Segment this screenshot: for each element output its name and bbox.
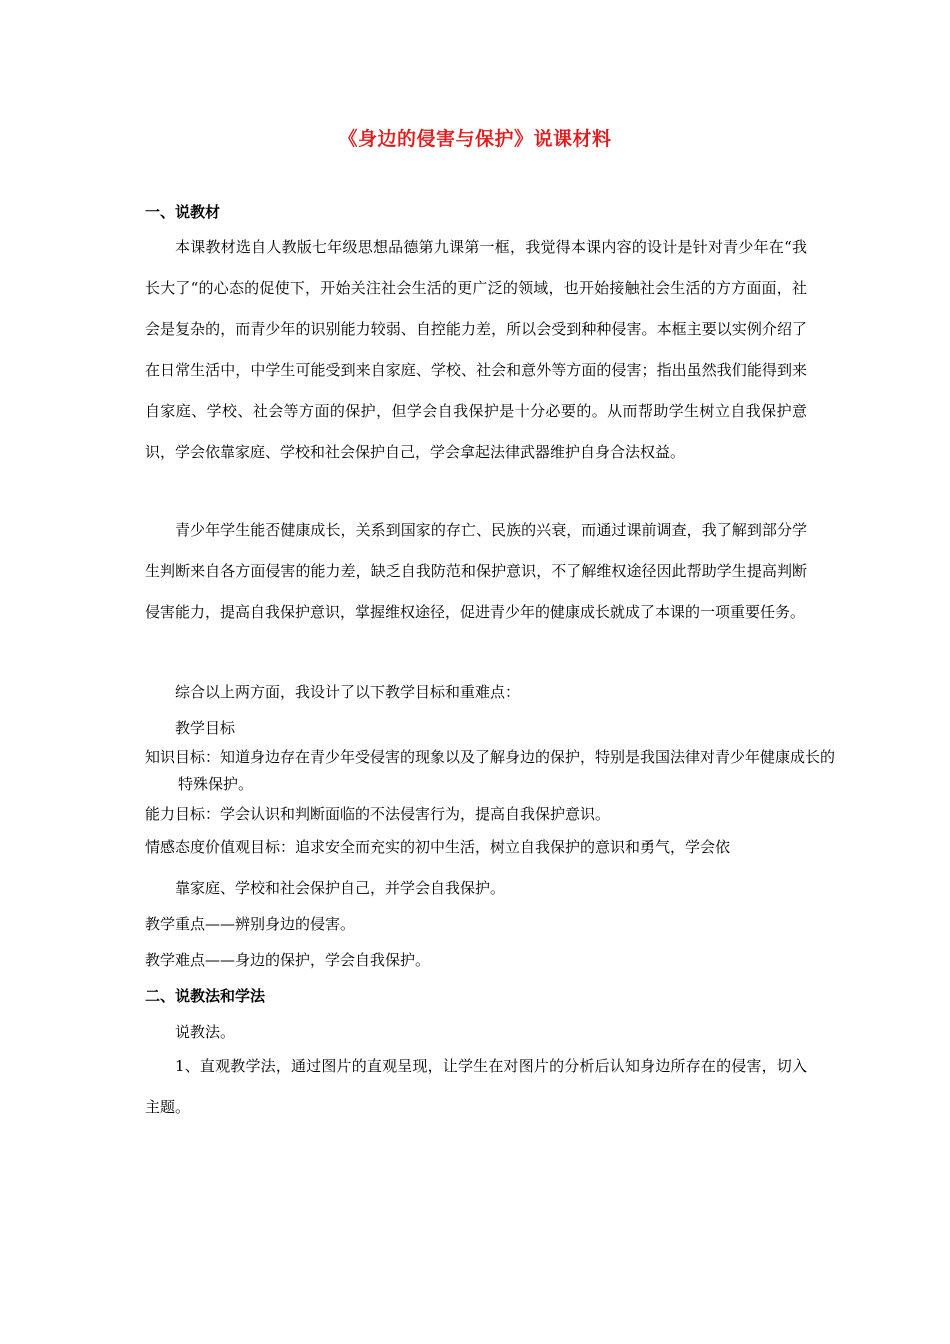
goals-label: 教学目标 <box>175 719 236 737</box>
goal-knowledge: 知识目标：知道身边存在青少年受侵害的现象以及了解身边的保护，特别是我国法律对青少年健康成长的特殊保护。 <box>145 748 836 793</box>
goal-ability: 能力目标：学会认识和判断面临的不法侵害行为，提高自我保护意识。 <box>145 805 611 823</box>
section-heading-textbook: 一、说教材 <box>145 203 221 221</box>
paragraph-student-analysis: 青少年学生能否健康成长，关系到国家的存亡、民族的兴衰，而通过课前调查，我了解到部分学生判断来自各方面侵害的能力差，缺乏自我防范和保护意识，不了解维权途径因此帮助学生提高判断侵害能力，提高自我保护意识，掌握维权途径，促进青少年的健康成长就成了本课的一项重要任务。 <box>145 521 807 621</box>
goal-emotion-line2: 靠家庭、学校和社会保护自己，并学会自我保护。 <box>175 879 506 897</box>
section-heading-methods: 二、说教法和学法 <box>145 987 266 1005</box>
paragraph-summary: 综合以上两方面，我设计了以下教学目标和重难点： <box>175 683 521 701</box>
teaching-method-label: 说教法。 <box>175 1023 236 1041</box>
paragraph-textbook-intro: 本课教材选自人教版七年级思想品德第九课第一框，我觉得本课内容的设计是针对青少年在“我长大了“的心态的促使下，开始关注社会生活的更广泛的领域，也开始接触社会生活的方方面面，社会是复杂的，而青少年的识别能力较弱、自控能力差，所以会受到种种侵害。本框主要以实例介绍了在日常生活中，中学生可能受到来自家庭、学校、社会和意外等方面的侵害；指出虽然我们能得到来自家庭、学校、社会等方面的保护，但学会自我保护是十分必要的。从而帮助学生树立自我保护意识，学会依靠家庭、学校和社会保护自己，学会拿起法律武器维护自身合法权益。 <box>145 238 807 461</box>
key-point: 教学重点——辨别身边的侵害。 <box>145 915 356 933</box>
difficult-point: 教学难点——身边的保护，学会自我保护。 <box>145 951 431 969</box>
goal-emotion-line1: 情感态度价值观目标：追求安全而充实的初中生活，树立自我保护的意识和勇气，学会依 <box>145 838 731 856</box>
document-title: 《身边的侵害与保护》说课材料 <box>338 128 612 150</box>
method-item-1: 1、直观教学法，通过图片的直观呈现，让学生在对图片的分析后认知身边所存在的侵害，切入主题。 <box>145 1057 807 1116</box>
